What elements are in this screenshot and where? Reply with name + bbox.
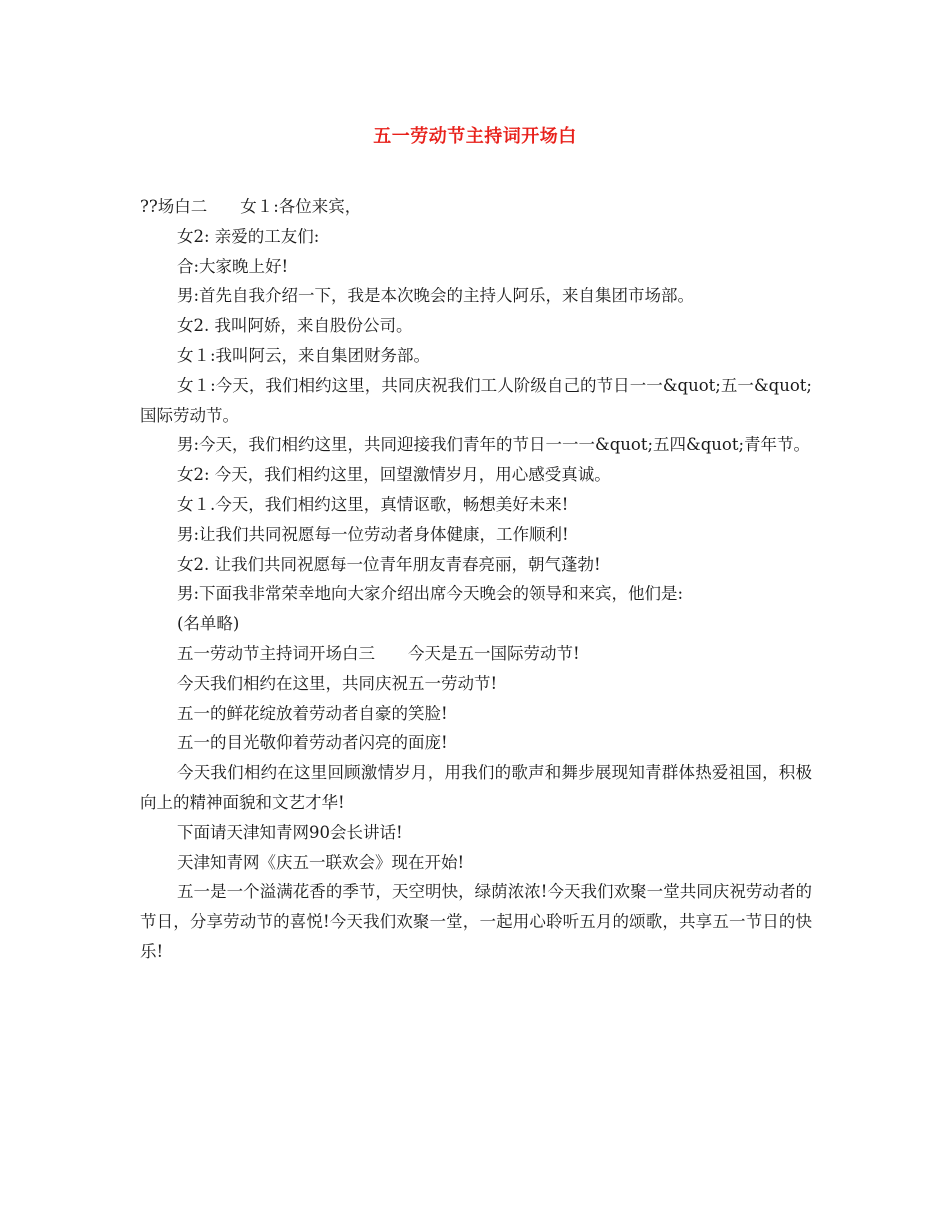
paragraph: 女１:我叫阿云，来自集团财务部。 — [177, 345, 431, 365]
paragraph: 男:首先自我介绍一下，我是本次晚会的主持人阿乐，来自集团市场部。 — [177, 286, 695, 306]
paragraph: 五一是一个溢满花香的季节，天空明快，绿荫浓浓!今天我们欢聚一堂共同庆祝劳动者的节日，分享劳动节的喜悦!今天我们欢聚一堂，一起用心聆听五月的颂歌，共享五一节日的快乐! — [140, 882, 812, 961]
paragraph: 五一的鲜花绽放着劳动者自豪的笑脸! — [177, 703, 448, 723]
paragraph: 今天我们相约在这里，共同庆祝五一劳动节! — [177, 673, 498, 693]
paragraph: 五一的目光敬仰着劳动者闪亮的面庞! — [177, 733, 448, 753]
paragraph: 女2: 今天，我们相约这里，回望激情岁月，用心感受真诚。 — [177, 465, 611, 485]
paragraph: ??场白二 女１:各位来宾， — [140, 197, 362, 216]
paragraph: 男:今天，我们相约这里，共同迎接我们青年的节日一一一&quot;五四&quot;青年节。 — [177, 435, 811, 455]
paragraph: (名单略) — [177, 614, 240, 634]
paragraph: 天津知青网《庆五一联欢会》现在开始! — [177, 852, 465, 872]
paragraph: 女2: 亲爱的工友们: — [177, 226, 320, 246]
paragraph: 合:大家晚上好! — [177, 256, 289, 276]
paragraph: 女2. 让我们共同祝愿每一位青年朋友青春亮丽，朝气蓬勃! — [177, 554, 601, 574]
document-title: 五一劳动节主持词开场白 — [373, 126, 577, 147]
paragraph: 女１:今天，我们相约这里，共同庆祝我们工人阶级自己的节日一一&quot;五一&quot;国际劳动节。 — [140, 375, 812, 425]
paragraph: 男:让我们共同祝愿每一位劳动者身体健康，工作顺利! — [177, 524, 569, 544]
document-body — [140, 192, 812, 967]
paragraph: 五一劳动节主持词开场白三 今天是五一国际劳动节! — [177, 643, 580, 663]
paragraph: 男:下面我非常荣幸地向大家介绍出席今天晚会的领导和来宾，他们是: — [177, 584, 684, 604]
paragraph: 女１.今天，我们相约这里，真情讴歌，畅想美好未来! — [177, 494, 569, 514]
paragraph: 下面请天津知青网90会长讲话! — [177, 822, 403, 842]
paragraph: 女2. 我叫阿娇，来自股份公司。 — [177, 316, 413, 336]
paragraph: 今天我们相约在这里回顾激情岁月，用我们的歌声和舞步展现知青群体热爱祖国，积极向上的精神面貌和文艺才华! — [140, 763, 812, 812]
